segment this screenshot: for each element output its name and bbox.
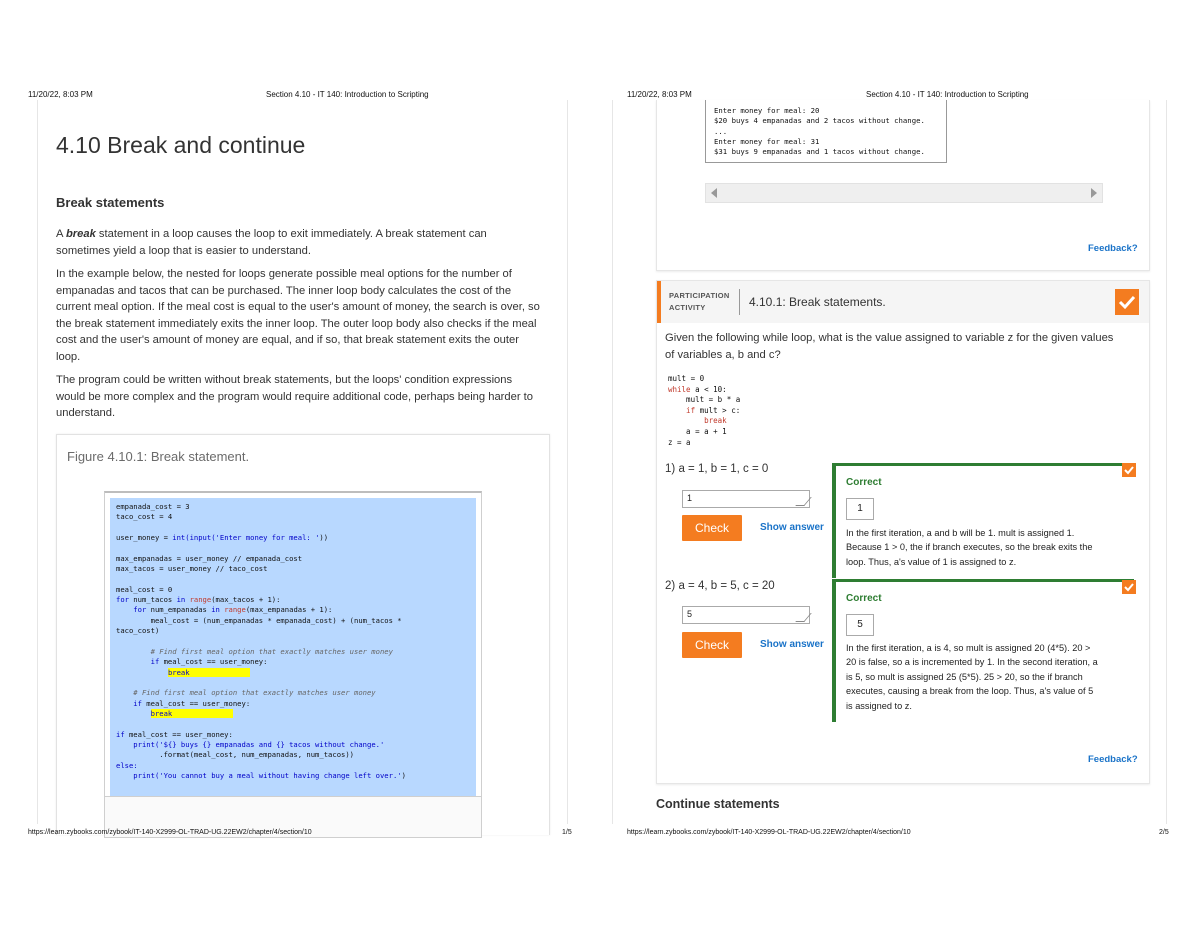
section-title: 4.10 Break and continue bbox=[56, 132, 306, 158]
page-right-border bbox=[612, 100, 613, 824]
activity-title: 4.10.1: Break statements. bbox=[749, 295, 886, 309]
scroll-right-icon[interactable] bbox=[1091, 188, 1097, 198]
question-2-correct-label: Correct bbox=[846, 593, 882, 604]
highlight-break-outer: break bbox=[150, 708, 173, 718]
completion-check-icon bbox=[1115, 289, 1139, 315]
feedback-link-figure[interactable]: Feedback? bbox=[1088, 243, 1138, 254]
print-date-right: 11/20/22, 8:03 PM bbox=[627, 90, 692, 99]
scroll-left-icon[interactable] bbox=[711, 188, 717, 198]
question-1-correct-label: Correct bbox=[846, 477, 882, 488]
activity-label: PARTICIPATION ACTIVITY bbox=[669, 291, 730, 312]
page-number-right: 2/5 bbox=[1159, 829, 1169, 836]
question-2-check-button[interactable]: Check bbox=[682, 632, 742, 658]
feedback-link-activity[interactable]: Feedback? bbox=[1088, 754, 1138, 765]
activity-code: mult = 0 while a < 10: mult = b * a if mult > c: break a = a + 1 z = a bbox=[668, 374, 741, 447]
horizontal-scrollbar[interactable] bbox=[705, 183, 1103, 203]
question-2-explanation: In the first iteration, a is 4, so mult is assigned 20 (4*5). 20 > 20 is false, so a is incremented by 1. In the second iteration, a is 5, so mult is assigned 25 (5*5). 25 > 20, so the if branch executes, causing a break from the loop. Thus, a's value of 5 is assigned to z. bbox=[846, 643, 1098, 711]
resize-grip-icon[interactable] bbox=[795, 497, 812, 506]
term-break: break bbox=[65, 228, 96, 240]
question-2-feedback bbox=[832, 579, 1134, 722]
print-title-left: Section 4.10 - IT 140: Introduction to Scripting bbox=[266, 90, 429, 99]
question-1-check-button[interactable]: Check bbox=[682, 515, 742, 541]
question-1-prompt: 1) a = 1, b = 1, c = 0 bbox=[665, 463, 769, 475]
page-left-border bbox=[37, 100, 38, 824]
print-date-left: 11/20/22, 8:03 PM bbox=[28, 90, 93, 99]
activity-question: Given the following while loop, what is the value assigned to variable z for the given values of variables a, b and c? bbox=[665, 332, 1114, 361]
question-1-answer-input[interactable]: 1 bbox=[682, 490, 810, 508]
question-2-answer-input[interactable]: 5 bbox=[682, 606, 810, 624]
question-2-show-answer[interactable]: Show answer bbox=[760, 639, 824, 650]
code-text: empanada_cost = 3 taco_cost = 4 user_money = int(input('Enter money for meal: ')) max_empanadas = user_money // empanada_cost max_tacos = user_money // taco_cost meal_cost = 0 for num_tacos in range(max_tacos + 1): for num_empanadas in range(max_empanadas + 1): meal_cost = (num_empanadas * empanada_cost) + (num_tacos * taco_cost) # Find first meal option that exactly matches user money if meal_cost == user_money: break # Find first meal option that exactly matches user money if meal_cost == user_money: break if meal_cost == user_money: print('${} buys {} empanadas and {} tacos without change.' .format(meal_cost, num_empanadas, num_tacos)) else: print('You cannot buy a meal without having change left over.') bbox=[116, 502, 406, 780]
print-url-left: https://learn.zybooks.com/zybook/IT-140-X2999-OL-TRAD-UG.22EW2/chapter/4/section/10 bbox=[28, 829, 312, 836]
question-2-answer-value: 5 bbox=[846, 614, 874, 636]
paragraph-without-break: The program could be written without break statements, but the loops' condition expressions would be more complex and the program would require additional code, perhaps being harder to understand. bbox=[56, 374, 534, 419]
question-2-check-icon bbox=[1122, 580, 1136, 594]
question-1-explanation: In the first iteration, a and b will be 1. mult is assigned 1. Because 1 > 0, the if branch executes, so the break exits the loop. Thus, a's value of 1 is assigned to z. bbox=[846, 528, 1093, 567]
figure-break-statement bbox=[56, 434, 550, 835]
activity-header bbox=[657, 281, 1149, 323]
figure-caption: Figure 4.10.1: Break statement. bbox=[67, 449, 250, 464]
question-1-show-answer[interactable]: Show answer bbox=[760, 522, 824, 533]
subsection-heading: Break statements bbox=[56, 195, 165, 210]
question-1-feedback bbox=[832, 463, 1134, 578]
page-number-left: 1/5 bbox=[562, 829, 572, 836]
print-url-right: https://learn.zybooks.com/zybook/IT-140-X2999-OL-TRAD-UG.22EW2/chapter/4/section/10 bbox=[627, 829, 911, 836]
output-text: Enter money for meal: 20 $20 buys 4 empanadas and 2 tacos without change. ... Enter money for meal: 31 $31 buys 9 empanadas and 1 tacos without change. bbox=[714, 106, 925, 157]
paragraph-example: In the example below, the nested for loops generate possible meal options for the number of empanadas and tacos that can be purchased. The inner loop body calculates the cost of the current meal option. If the meal cost is equal to the user's amount of money, the search is over, so the break statement immediately exits the inner loop. The outer loop body also checks if the meal cost and the user's amount of money are equal, and if so, that break statement exits the outer loop. bbox=[56, 268, 540, 363]
paragraph-break-definition: A break statement in a loop causes the loop to exit immediately. A break statement can sometimes yield a loop that is easier to understand. bbox=[56, 228, 487, 257]
question-2-prompt: 2) a = 4, b = 5, c = 20 bbox=[665, 580, 775, 592]
highlight-break-inner: break bbox=[167, 667, 190, 677]
code-block bbox=[104, 491, 482, 798]
resize-grip-icon[interactable] bbox=[795, 613, 812, 622]
print-title-right: Section 4.10 - IT 140: Introduction to Scripting bbox=[866, 90, 1029, 99]
page-left-border-right bbox=[567, 100, 568, 824]
program-output bbox=[705, 100, 947, 163]
continue-heading: Continue statements bbox=[656, 797, 780, 811]
question-1-answer-value: 1 bbox=[846, 498, 874, 520]
page-right-border-right bbox=[1166, 100, 1167, 824]
question-1-check-icon bbox=[1122, 463, 1136, 477]
